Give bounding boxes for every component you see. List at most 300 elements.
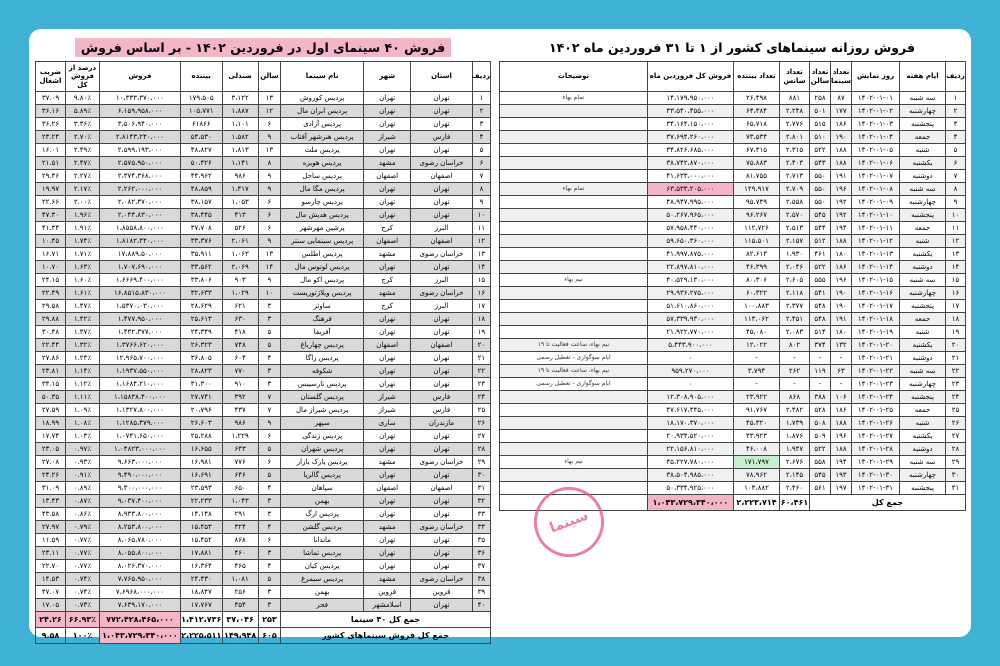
table-cell: ۲،۰۸۳: [780, 326, 810, 339]
table-cell: ۳،۷۹۴: [734, 365, 780, 378]
table-cell: ۵۶۱: [810, 482, 831, 495]
table-cell: پردیس هویزه: [281, 157, 364, 170]
table-cell: ۳۰: [946, 469, 966, 482]
table-cell: ۹: [258, 183, 280, 196]
table-cell: [500, 235, 648, 248]
table-row: [500, 313, 966, 326]
table-cell: ۷۷۶: [222, 456, 258, 469]
table-cell: [500, 326, 648, 339]
column-header: ضریب اشغال: [36, 62, 66, 92]
table-cell: ۱،۹۳۰: [780, 248, 810, 261]
table-row: [36, 495, 491, 508]
table-cell: ۵۲۲: [810, 261, 831, 274]
table-cell: [500, 248, 648, 261]
table-row: [36, 417, 491, 430]
table-cell: ۹.۸۰٪: [65, 92, 99, 105]
table-cell: ۱۴۰۲-۰۱-۳۱: [852, 482, 900, 495]
table-cell: ۱۶،۶۵۵: [180, 443, 222, 456]
table-cell: ۱۹: [946, 326, 966, 339]
table-cell: ۴۶۵: [222, 560, 258, 573]
table-cell: ۵۵۰: [810, 170, 831, 183]
table-cell: ۳،۵۰۶،۹۴۰،۰۰۰: [100, 118, 181, 131]
table-cell: ۲،۳۷۷: [780, 300, 810, 313]
table-cell: چهارشنبه: [900, 378, 946, 391]
table-cell: ۴۵،۰۸۰: [734, 326, 780, 339]
table-row: [36, 209, 491, 222]
table-cell: ۴۳.۵۸: [36, 508, 66, 521]
table-cell: ۸۰۲: [780, 339, 810, 352]
table-cell: ۴۸،۹۴۷،۹۹۵،۰۰۰: [648, 196, 734, 209]
table-cell: ۱۴۰۲-۰۱-۲۷: [852, 430, 900, 443]
table-cell: ۹: [258, 170, 280, 183]
table-cell: ۵۵۸: [810, 456, 831, 469]
table-cell: ۵۷،۳۳۹،۹۳۰،۰۰۰: [648, 313, 734, 326]
table-cell: ۱۴،۱۴۸: [180, 508, 222, 521]
table-cell: [500, 300, 648, 313]
column-header: بیننده: [180, 62, 222, 92]
table-cell: تهران: [364, 495, 411, 508]
table-cell: ۱۱.۵۹: [36, 534, 66, 547]
table-cell: ۱،۴۳۲،۳۷۷،۰۰۰: [100, 326, 181, 339]
table-row: [500, 469, 966, 482]
table-cell: ۰.۸۷٪: [65, 495, 99, 508]
table-cell: ۱۴۰۲-۰۱-۰۵: [852, 144, 900, 157]
table-cell: تهران: [411, 118, 473, 131]
table-cell: فارس: [411, 391, 473, 404]
table-cell: ۴۱۸: [222, 326, 258, 339]
table-cell: [500, 313, 648, 326]
table-row: [500, 170, 966, 183]
table-cell: ۴۴،۹۶۲: [180, 170, 222, 183]
table-cell: ایام سوگواری - تعطیل رسمی: [500, 378, 648, 391]
table-cell: ۱۵،۴۵۲: [180, 534, 222, 547]
logo-watermark: سینما: [524, 477, 614, 567]
table-cell: ۱۴۰۲-۰۱-۲۰: [852, 339, 900, 352]
table-cell: ۲۳،۹۲۲: [734, 391, 780, 404]
table-cell: مشهد: [364, 456, 411, 469]
table-cell: ۱۸: [472, 313, 490, 326]
table-row: [36, 157, 491, 170]
table-cell: ۲.۴۹٪: [65, 144, 99, 157]
table-cell: ۰.۸۹٪: [65, 482, 99, 495]
table-cell: ۰: [648, 352, 734, 365]
table-cell: [500, 469, 648, 482]
table-cell: ۱۴۰۲-۰۱-۰۶: [852, 157, 900, 170]
table-cell: ۵۰.۳۵: [36, 391, 66, 404]
table-cell: ۳۴،۸۲۶،۶۸۵،۰۰۰: [648, 144, 734, 157]
table-cell: ۳۳،۵۶۲: [180, 261, 222, 274]
table-cell: ۱۷،۷۶۷: [180, 599, 222, 612]
column-header: تعداد سالن: [810, 62, 831, 92]
table-cell: ۵۴۴: [810, 222, 831, 235]
table-cell: ۱،۳۷۶۶،۶۲۰،۰۰۰: [100, 339, 181, 352]
table-cell: ۴۰،۵۲۹،۱۳۰،۰۰۰: [648, 274, 734, 287]
table-cell: ۱،۶۶۶۹،۴۰۰،۰۰۰: [100, 274, 181, 287]
top40-cinemas-panel: [35, 35, 491, 640]
table-cell: چهارشنبه: [900, 196, 946, 209]
table-cell: ۷: [946, 170, 966, 183]
table-cell: ۱۴۰۲-۰۱-۱۱: [852, 222, 900, 235]
table-cell: ۱۷.۷۴: [36, 430, 66, 443]
table-row: [36, 404, 491, 417]
table-cell: ۳: [258, 547, 280, 560]
table-cell: خراسان رضوی: [411, 157, 473, 170]
table-row: [36, 352, 491, 365]
table-cell: -: [810, 352, 831, 365]
table-cell: ۳: [258, 599, 280, 612]
table-cell: ۰.۹۱٪: [65, 469, 99, 482]
table-cell: ۲۲: [472, 365, 490, 378]
table-cell: تمام بهاء: [500, 183, 648, 196]
table-cell: ۳۴،۱۶۴،۱۵۰،۰۰۰: [648, 118, 734, 131]
table-cell: ۶: [258, 196, 280, 209]
table-cell: ۰: [648, 378, 734, 391]
column-header: تعداد بیننده: [734, 62, 780, 92]
table-cell: ۱.۶۱٪: [65, 287, 99, 300]
table-cell: -: [734, 378, 780, 391]
table-cell: ۴۸،۸۲۷: [180, 144, 222, 157]
table-cell: تهران: [364, 365, 411, 378]
table-cell: ۳۶.۲۶: [36, 118, 66, 131]
table-cell: ۱۴۰۲-۰۱-۱۸: [852, 313, 900, 326]
table-cell: ۱۹۴: [831, 456, 852, 469]
table-cell: [500, 287, 648, 300]
table-cell: ۵۴۱: [810, 287, 831, 300]
table-cell: ۵۲۸: [810, 404, 831, 417]
table-cell: ۱،۸۱۳: [222, 144, 258, 157]
table-cell: ۱۰،۳۳۳،۳۷۰،۰۰۰: [100, 92, 181, 105]
table-row: [36, 196, 491, 209]
table-cell: ۱۱۳،۰۶۲: [734, 313, 780, 326]
daily-sales-title: فروش روزانه سینماهای کشور از ۱ تا ۳۱ فروردین ماه ۱۴۰۲: [548, 40, 916, 55]
table-cell: ۱۰۰،۸۸۳: [734, 300, 780, 313]
table-cell: ۱.۳۲٪: [65, 339, 99, 352]
table-cell: ۶۷،۳۱۵: [734, 144, 780, 157]
table-cell: پردیس ارگ: [281, 508, 364, 521]
table-row: [500, 105, 966, 118]
table-cell: [500, 196, 648, 209]
table-cell: ۷۳،۵۳۴: [734, 131, 780, 144]
table-cell: ۱۹۶: [831, 183, 852, 196]
table-cell: پنجشنبه: [900, 482, 946, 495]
table-cell: ۷۴۸: [222, 339, 258, 352]
table-cell: ۴۷،۶۱۷،۴۴۵،۰۰۰: [648, 404, 734, 417]
table-cell: تهران: [364, 105, 411, 118]
table-cell: ۲۳: [946, 378, 966, 391]
table-cell: ۱۲۹،۹۱۷: [734, 183, 780, 196]
table-cell: ۰.۹۳٪: [65, 456, 99, 469]
table-cell: ۱۴۰۲-۰۱-۱۹: [852, 326, 900, 339]
table-cell: ۳۲۴: [222, 521, 258, 534]
table-cell: ۸: [946, 183, 966, 196]
table-cell: ۴۱،۶۳۳،۰۰۰،۰۰۰: [648, 170, 734, 183]
table-cell: ۲۷.۰۸: [36, 456, 66, 469]
table-cell: اصفهان: [411, 339, 473, 352]
table-cell: ۲،۷۰۹: [780, 183, 810, 196]
table-cell: ۳۳.۱۵: [36, 378, 66, 391]
table-cell: ۱۳: [258, 248, 280, 261]
table-cell: پرشین مهرشهر: [281, 222, 364, 235]
table-cell: ۵: [258, 339, 280, 352]
table-cell: ۴۶،۳۹۹: [734, 261, 780, 274]
table-row: [500, 300, 966, 313]
table-cell: ۸۶۸: [780, 391, 810, 404]
total-40-row: جمع کل ۴۰ سینما ۲۵۳ ۳۷،۰۴۶ ۱،۴۱۲،۷۳۶ ۷۷۲،۴۲۸،۴۶۵،۰۰۰ ۶۶.۹۳٪ ۲۴.۲۶: [36, 612, 491, 628]
table-row: [36, 469, 491, 482]
table-cell: ۱،۰۵۳: [222, 196, 258, 209]
table-cell: ۰.۷۴٪: [65, 573, 99, 586]
table-cell: شنبه: [900, 326, 946, 339]
table-cell: ۲.۲۷٪: [65, 170, 99, 183]
table-cell: ۱،۲۲۹: [222, 430, 258, 443]
table-cell: ۵۰،۲۶۷،۹۶۵،۰۰۰: [648, 209, 734, 222]
table-cell: ۶: [258, 222, 280, 235]
table-cell: ۸،۰۶۵،۷۸۰،۰۰۰: [100, 534, 181, 547]
column-header: فروش کل فروردین ماه: [648, 62, 734, 92]
table-cell: ۳: [258, 495, 280, 508]
table-cell: بهمن: [281, 586, 364, 599]
table-cell: ۹: [472, 196, 490, 209]
table-cell: ۲،۳۷۴،۳۶۸،۰۰۰: [100, 170, 181, 183]
table-cell: ۱۴۰۲-۰۱-۲۳: [852, 378, 900, 391]
table-cell: تهران: [411, 92, 473, 105]
table-cell: پردیس هدیش مال: [281, 209, 364, 222]
table-cell: ۱.۶۰٪: [65, 274, 99, 287]
table-cell: ۱،۰۸۱: [222, 573, 258, 586]
table-cell: [500, 417, 648, 430]
table-cell: ۲۵۸: [810, 92, 831, 105]
table-cell: ۱۶،۳۶۴: [180, 560, 222, 573]
table-cell: ۳۸: [472, 573, 490, 586]
table-cell: [500, 170, 648, 183]
table-cell: ۷۵،۸۸۳: [734, 157, 780, 170]
table-cell: تهران: [364, 443, 411, 456]
table-cell: تهران: [364, 183, 411, 196]
table-cell: [500, 144, 648, 157]
table-cell: تهران: [364, 92, 411, 105]
table-cell: مشهد: [364, 287, 411, 300]
report-card: [29, 29, 971, 640]
table-cell: مازندران: [411, 417, 473, 430]
table-cell: ۹: [946, 196, 966, 209]
table-row: [500, 352, 966, 365]
table-cell: تهران: [411, 443, 473, 456]
table-row: [36, 573, 491, 586]
table-cell: ۱۶: [472, 287, 490, 300]
table-cell: ۹۵،۷۴۹: [734, 196, 780, 209]
table-cell: ۱۴۰۲-۰۱-۳۰: [852, 469, 900, 482]
table-cell: تهران: [411, 326, 473, 339]
table-cell: ۲،۴۵۱: [780, 313, 810, 326]
table-cell: ۱۸۸: [831, 235, 852, 248]
table-cell: ۱۴.۵۳: [36, 573, 66, 586]
table-cell: ۲۵: [472, 404, 490, 417]
table-cell: ۶۳۰: [222, 313, 258, 326]
table-cell: ۱۳۲: [831, 339, 852, 352]
table-cell: ۰.۸۶٪: [65, 508, 99, 521]
table-row: [500, 430, 966, 443]
table-cell: ۴۱.۳۴: [36, 222, 66, 235]
table-cell: [500, 391, 648, 404]
table-cell: ۱،۰۷۴۱،۶۵۰،۰۰۰: [100, 430, 181, 443]
table-cell: سه شنبه: [900, 274, 946, 287]
column-header: ردیف: [472, 62, 490, 92]
table-cell: ۲۵،۲۸۸: [180, 430, 222, 443]
table-row: [500, 417, 966, 430]
table-cell: چهارشنبه: [900, 105, 946, 118]
table-cell: قزوین: [411, 586, 473, 599]
table-row: [36, 274, 491, 287]
table-cell: ۲،۰۴۶: [780, 261, 810, 274]
table-row: [36, 547, 491, 560]
table-cell: ۳۶.۱۶: [36, 105, 66, 118]
table-cell: شیراز: [364, 391, 411, 404]
table-cell: ۸۷: [831, 92, 852, 105]
table-cell: ۱.۷۱٪: [65, 248, 99, 261]
table-cell: ۲۳.۰۵: [36, 443, 66, 456]
table-cell: [500, 430, 648, 443]
table-cell: تهران: [411, 508, 473, 521]
table-cell: ۲۰: [472, 339, 490, 352]
table-cell: پردیس گلستان: [281, 391, 364, 404]
table-cell: ۲۳،۵۹۳: [180, 482, 222, 495]
table-cell: تهران: [364, 118, 411, 131]
table-cell: ۶،۱۵۹،۹۵۸،۰۰۰: [100, 105, 181, 118]
table-cell: ۲،۵۱۳: [780, 222, 810, 235]
table-cell: سه شنبه: [900, 456, 946, 469]
table-cell: ۲،۴۶۰: [780, 482, 810, 495]
table-cell: ۴۳،۹۲۳: [734, 430, 780, 443]
table-cell: ۱۴: [258, 261, 280, 274]
table-cell: ۲۰،۹۳۴،۵۲۰،۰۰۰: [648, 430, 734, 443]
table-cell: ۱۴: [472, 261, 490, 274]
table-cell: ۱.۰۸٪: [65, 417, 99, 430]
table-cell: ۱۷۷: [831, 105, 852, 118]
table-cell: ۹۱۰: [222, 378, 258, 391]
table-cell: ۵۱،۶۱۰،۸۶۰،۰۰۰: [648, 300, 734, 313]
table-row: [500, 209, 966, 222]
table-cell: ۱۹۲: [831, 196, 852, 209]
table-cell: ۳: [258, 365, 280, 378]
table-row: [36, 482, 491, 495]
table-cell: ۲،۵۷۰: [780, 209, 810, 222]
table-cell: ۳: [258, 313, 280, 326]
table-cell: یکشنبه: [900, 248, 946, 261]
table-cell: پردیس لوتوس مال: [281, 261, 364, 274]
table-cell: تهران: [364, 196, 411, 209]
table-cell: دوشنبه: [900, 443, 946, 456]
table-row: [36, 261, 491, 274]
table-cell: ۲۴،۴۳۰: [180, 573, 222, 586]
table-cell: -: [734, 352, 780, 365]
table-cell: تهران: [364, 534, 411, 547]
table-cell: یکشنبه: [900, 430, 946, 443]
table-cell: ۲۱: [946, 352, 966, 365]
table-cell: ۲۵۶: [222, 586, 258, 599]
table-cell: سپهر: [281, 417, 364, 430]
table-cell: ۱۹۲: [831, 209, 852, 222]
table-row: [500, 482, 966, 495]
table-cell: ۱۲: [472, 235, 490, 248]
table-cell: ۲۱: [472, 352, 490, 365]
table-cell: ۱،۹۴۷: [780, 443, 810, 456]
table-cell: مشهد: [364, 573, 411, 586]
table-cell: ۲۷.۸۶: [36, 352, 66, 365]
table-cell: تهران: [411, 599, 473, 612]
table-cell: ۳۱: [472, 482, 490, 495]
table-cell: ۴۶،۰۰۸: [734, 443, 780, 456]
table-cell: ۱۹۰: [831, 131, 852, 144]
table-cell: ۹۵۹،۲۷۰،۰۰۰: [648, 365, 734, 378]
table-cell: ۲،۱۴۵: [780, 469, 810, 482]
table-cell: ۶: [946, 157, 966, 170]
table-row: [500, 287, 966, 300]
table-row: [36, 521, 491, 534]
table-cell: ۱۲،۳۰۸،۹۰۵،۰۰۰: [648, 391, 734, 404]
table-cell: ۳۵: [472, 534, 490, 547]
table-row: [500, 456, 966, 469]
table-cell: ۶۳،۵۳۳،۲۰۵،۰۰۰: [648, 183, 734, 196]
table-cell: ۱۲،۹۶۵،۷۰۰،۰۰۰: [100, 352, 181, 365]
table-cell: ۷: [472, 170, 490, 183]
table-cell: ۲،۷۷۶: [780, 118, 810, 131]
table-cell: ۲.۰۰٪: [65, 196, 99, 209]
table-row: [36, 300, 491, 313]
table-cell: ۴۵،۲۲۷،۷۸۰،۰۰۰: [648, 456, 734, 469]
table-cell: ۱۸،۸۴۷: [180, 586, 222, 599]
table-cell: ۴: [472, 131, 490, 144]
table-cell: ۲۲،۱۵۶،۸۱۰،۰۰۰: [648, 443, 734, 456]
table-cell: ۳۶،۸۰۵: [180, 352, 222, 365]
table-cell: [500, 443, 648, 456]
table-cell: ۱۴۰۲-۰۱-۱۰: [852, 209, 900, 222]
table-cell: ۲۶،۶۰۳: [180, 417, 222, 430]
table-cell: ۱۸۶: [831, 404, 852, 417]
table-cell: پنجشنبه: [900, 209, 946, 222]
column-header: تعداد سانس: [780, 62, 810, 92]
table-cell: ۴۱۳: [222, 209, 258, 222]
table-cell: ۴۵۴: [222, 599, 258, 612]
table-cell: ۱،۷۳۹: [780, 417, 810, 430]
table-cell: البرز: [411, 274, 473, 287]
table-row: [36, 105, 491, 118]
table-cell: پردیس ایران مال: [281, 105, 364, 118]
table-cell: ۱۴۰۲-۰۱-۰۱: [852, 92, 900, 105]
table-cell: ۴۵،۳۲۰: [734, 417, 780, 430]
table-cell: ۵۴۵: [810, 209, 831, 222]
table-cell: ۹۸۶: [222, 170, 258, 183]
table-cell: ۱،۸۵۵۸،۸۰۰،۰۰۰: [100, 222, 181, 235]
table-cell: کرج: [364, 300, 411, 313]
table-cell: تهران: [364, 352, 411, 365]
table-cell: ۵۰۱: [810, 105, 831, 118]
table-cell: ۵۷،۹۵۸،۴۴۰،۰۰۰: [648, 222, 734, 235]
table-cell: جمعه: [900, 404, 946, 417]
table-cell: ۳۲: [472, 495, 490, 508]
table-cell: ۱۹۱: [831, 170, 852, 183]
table-cell: ۵: [258, 443, 280, 456]
table-row: [500, 92, 966, 105]
table-cell: ۱۴۰۲-۰۱-۱۶: [852, 287, 900, 300]
table-cell: [500, 209, 648, 222]
table-cell: ۳۷: [472, 560, 490, 573]
table-cell: تهران: [364, 144, 411, 157]
table-cell: تهران: [411, 183, 473, 196]
table-cell: قزوین: [364, 586, 411, 599]
table-cell: ۲۷: [472, 430, 490, 443]
table-cell: ۱،۴۱۷: [222, 183, 258, 196]
table-cell: تهران: [411, 469, 473, 482]
